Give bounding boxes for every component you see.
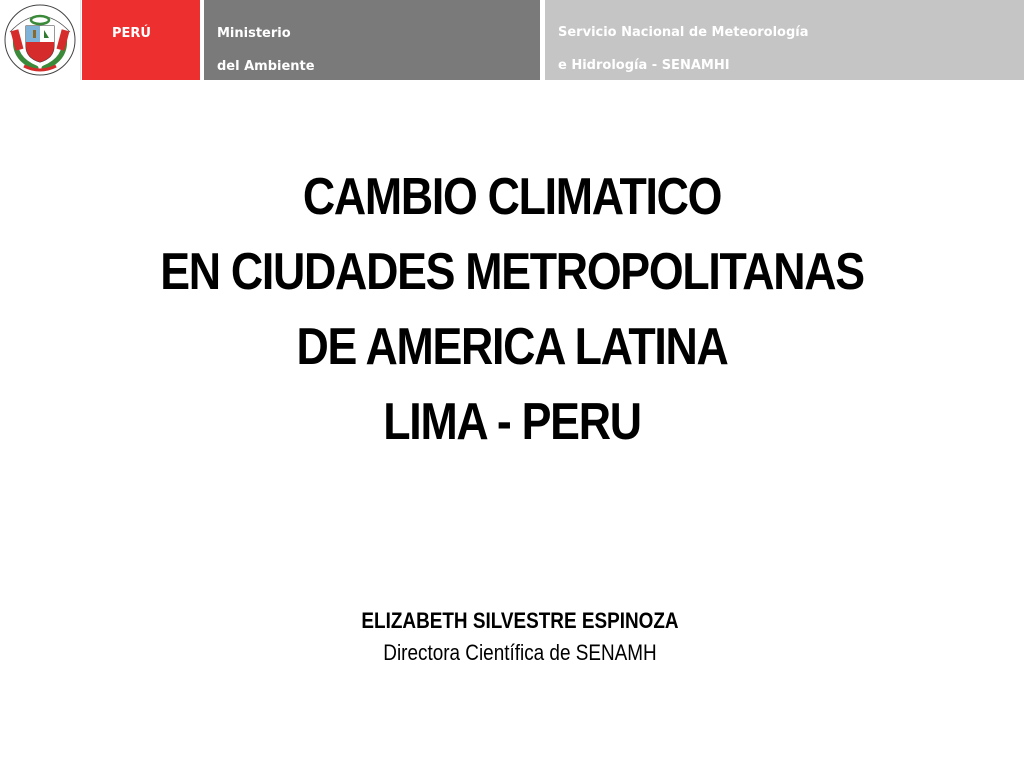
title-line: LIMA - PERU	[383, 393, 641, 451]
ministry-block	[204, 0, 540, 80]
ministry-line-1: Ministerio	[217, 26, 291, 41]
country-block	[82, 0, 200, 80]
country-label: PERÚ	[112, 26, 151, 41]
header-bar	[0, 0, 1024, 80]
author-role: Directora Científica de SENAMH	[383, 640, 657, 665]
title-line: CAMBIO CLIMATICO	[302, 168, 722, 226]
title-line: DE AMERICA LATINA	[296, 318, 728, 376]
agency-line-2: e Hidrología - SENAMHI	[558, 58, 730, 73]
peru-coat-of-arms-icon	[2, 2, 78, 78]
title-line: EN CIUDADES METROPOLITANAS	[160, 243, 864, 301]
agency-line-1: Servicio Nacional de Meteorología	[558, 25, 809, 40]
author-name: ELIZABETH SILVESTRE ESPINOZA	[361, 608, 679, 633]
ministry-line-2: del Ambiente	[217, 59, 315, 74]
coat-of-arms-seal	[0, 0, 81, 80]
slide-title	[40, 160, 984, 460]
author-block	[200, 605, 840, 669]
agency-block	[545, 0, 1024, 80]
